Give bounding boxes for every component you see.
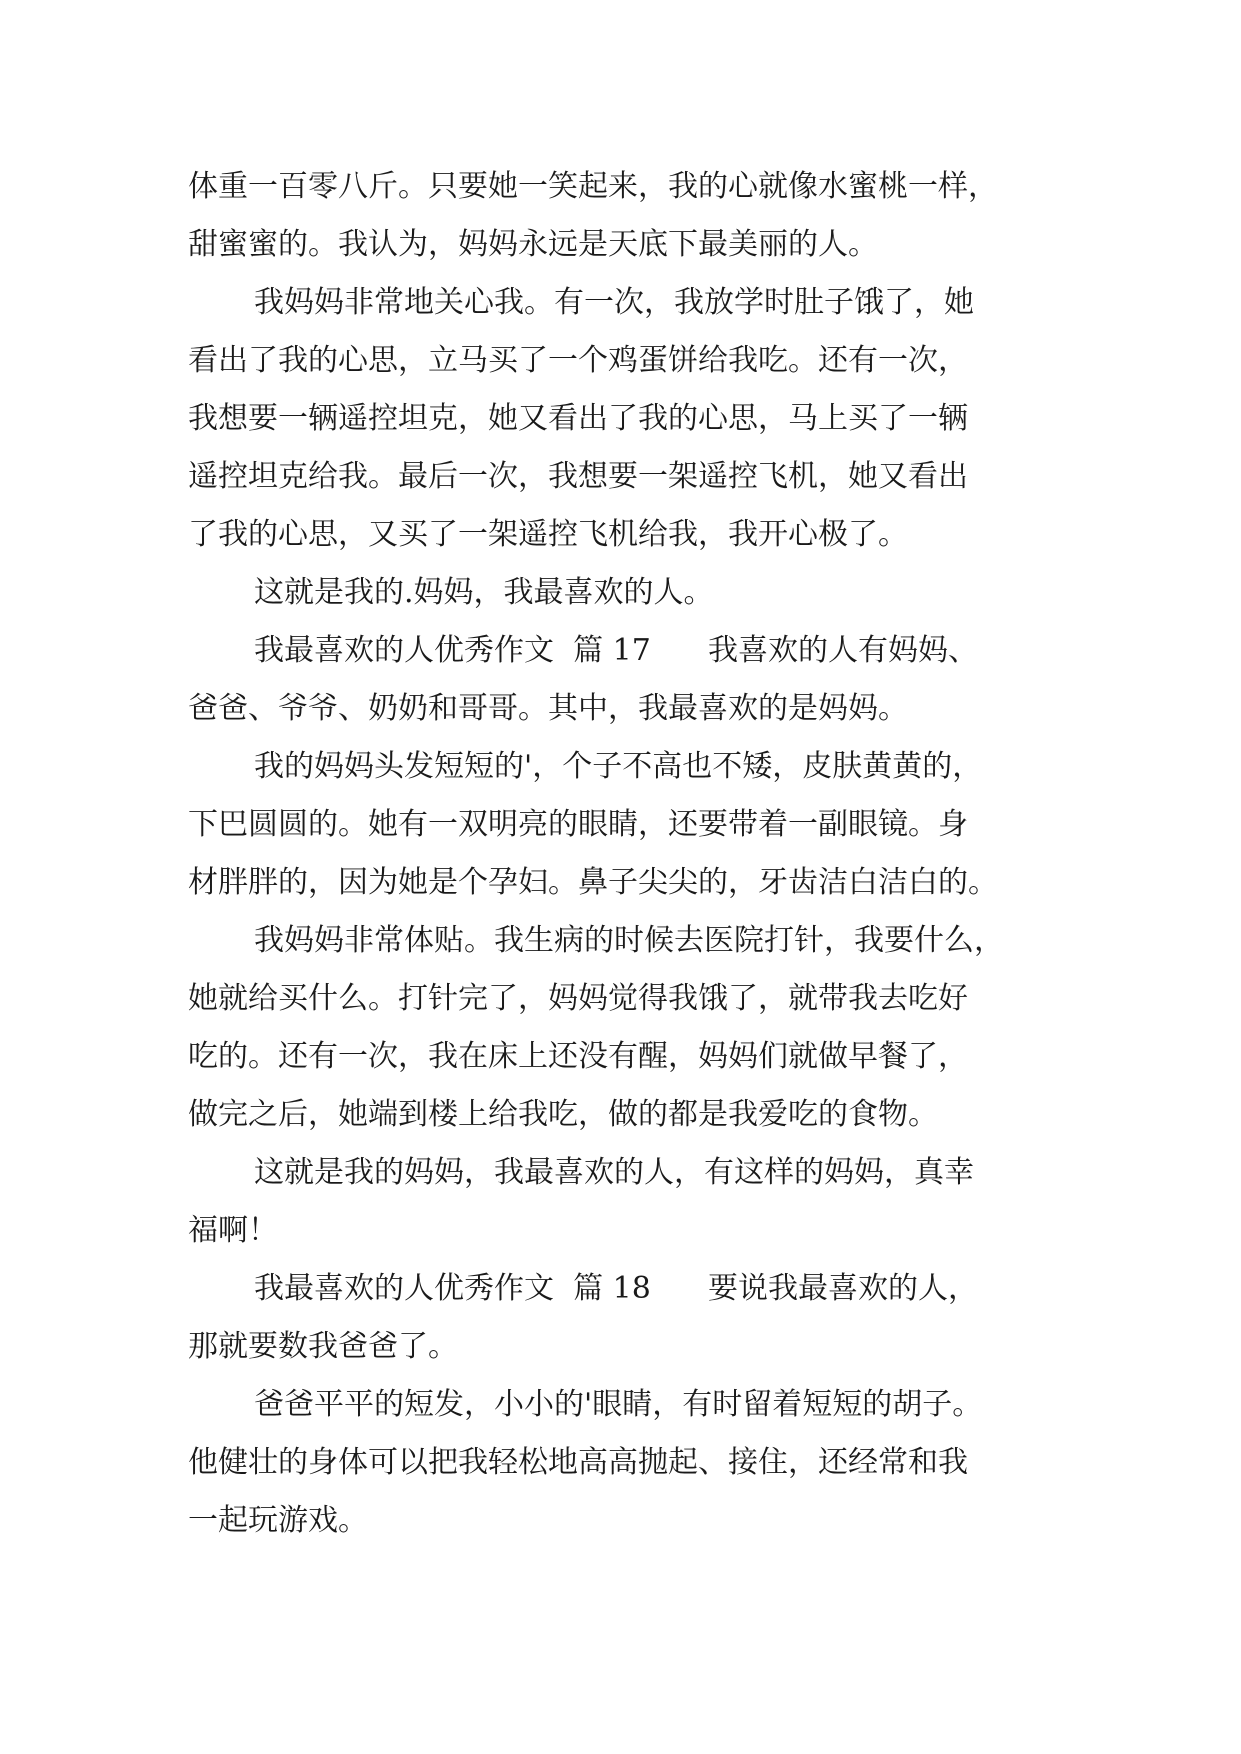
text-line: 一起玩游戏。 xyxy=(188,1503,368,1538)
section-heading-line: 我最喜欢的人优秀作文 篇 17 我喜欢的人有妈妈、 xyxy=(254,633,978,668)
text-line: 那就要数我爸爸了。 xyxy=(188,1329,458,1364)
text-line: 了我的心思，又买了一架遥控飞机给我，我开心极了。 xyxy=(188,517,908,552)
text-line: 看出了我的心思，立马买了一个鸡蛋饼给我吃。还有一次， xyxy=(188,343,968,378)
text-line: 这就是我的.妈妈，我最喜欢的人。 xyxy=(254,575,714,610)
text-line: 遥控坦克给我。最后一次，我想要一架遥控飞机，她又看出 xyxy=(188,459,968,494)
text-line: 这就是我的妈妈，我最喜欢的人，有这样的妈妈，真幸 xyxy=(254,1155,974,1190)
text-line: 爸爸平平的短发，小小的'眼睛，有时留着短短的胡子。 xyxy=(254,1387,983,1422)
text-line: 甜蜜蜜的。我认为，妈妈永远是天底下最美丽的人。 xyxy=(188,227,878,262)
text-line: 材胖胖的，因为她是个孕妇。鼻子尖尖的，牙齿洁白洁白的。 xyxy=(188,865,998,900)
body-text xyxy=(188,158,1068,1550)
text-line: 爸爸、爷爷、奶奶和哥哥。其中，我最喜欢的是妈妈。 xyxy=(188,691,908,726)
text-line: 做完之后，她端到楼上给我吃，做的都是我爱吃的食物。 xyxy=(188,1097,938,1132)
text-line: 我想要一辆遥控坦克，她又看出了我的心思，马上买了一辆 xyxy=(188,401,968,436)
text-line: 我妈妈非常地关心我。有一次，我放学时肚子饿了，她 xyxy=(254,285,974,320)
section-heading-line: 我最喜欢的人优秀作文 篇 18 要说我最喜欢的人， xyxy=(254,1271,978,1306)
text-line: 福啊！ xyxy=(188,1213,278,1248)
text-line: 他健壮的身体可以把我轻松地高高抛起、接住，还经常和我 xyxy=(188,1445,968,1480)
text-line: 吃的。还有一次，我在床上还没有醒，妈妈们就做早餐了， xyxy=(188,1039,968,1074)
text-line: 下巴圆圆的。她有一双明亮的眼睛，还要带着一副眼镜。身 xyxy=(188,807,968,842)
text-line: 我妈妈非常体贴。我生病的时候去医院打针，我要什么， xyxy=(254,923,1004,958)
text-line: 体重一百零八斤。只要她一笑起来，我的心就像水蜜桃一样， xyxy=(188,169,998,204)
text-line: 她就给买什么。打针完了，妈妈觉得我饿了，就带我去吃好 xyxy=(188,981,968,1016)
text-line: 我的妈妈头发短短的'，个子不高也不矮，皮肤黄黄的， xyxy=(254,749,983,784)
